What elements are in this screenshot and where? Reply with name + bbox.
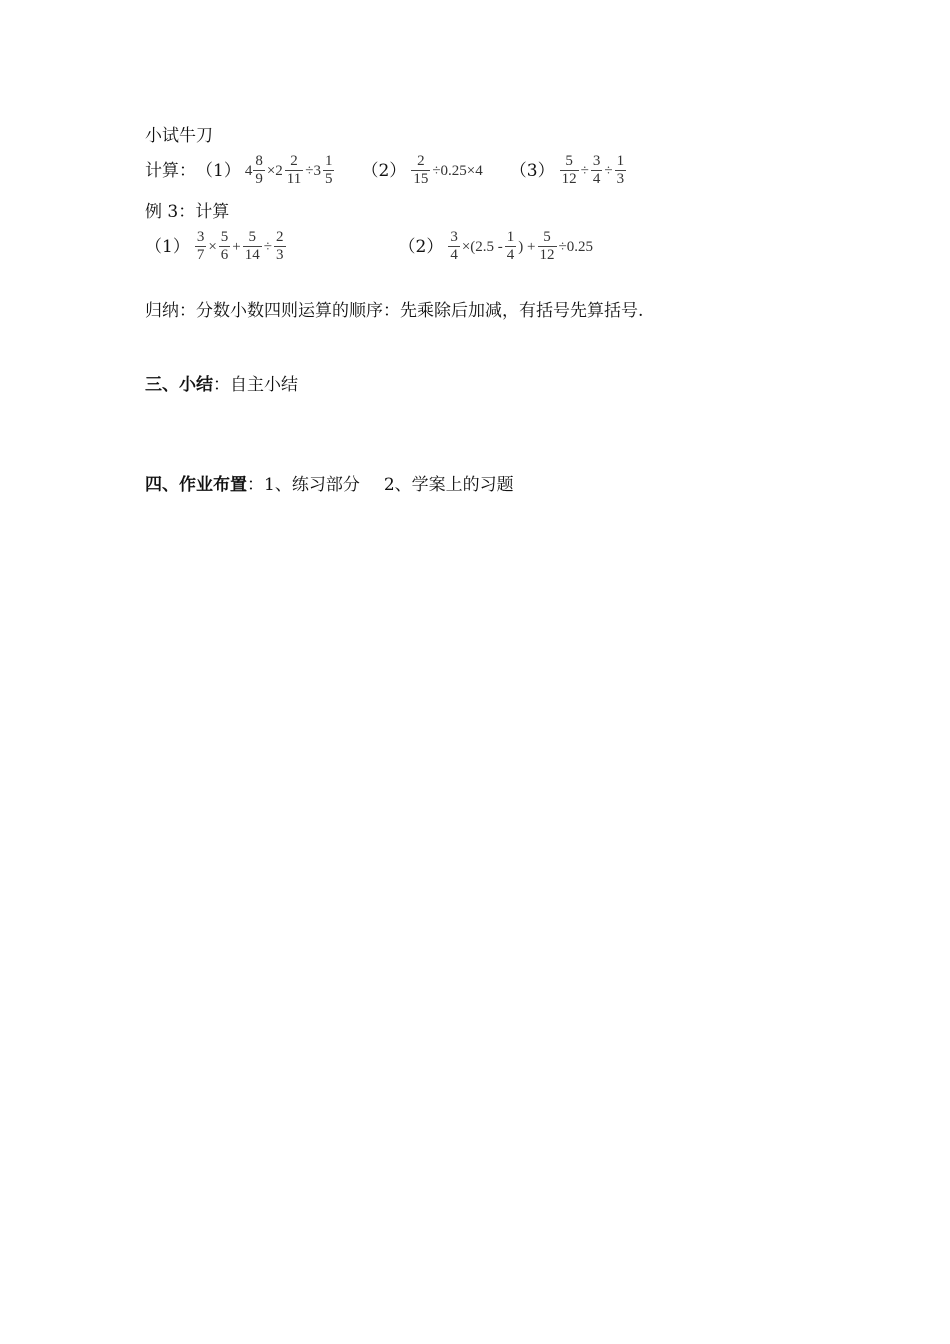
calc-line xyxy=(145,153,627,188)
heading-try-text: 小试牛刀 xyxy=(145,126,213,146)
operator: ÷ xyxy=(263,238,272,255)
fraction: $\frac{5}{6}$ xyxy=(220,229,229,263)
example3-heading xyxy=(145,201,229,223)
section4 xyxy=(145,474,514,496)
fraction: $\frac{1}{3}$ xyxy=(616,153,625,187)
fraction: $\frac{2}{11}$ xyxy=(286,153,302,187)
operator: ÷0.25×4 xyxy=(432,162,483,179)
fraction: $\frac{3}{7}$ xyxy=(196,229,205,263)
example3-p1-label: （1） xyxy=(145,236,190,257)
operator: ×(2.5 - xyxy=(461,238,503,255)
fraction: $\frac{2}{15}$ xyxy=(413,153,429,187)
example3-p2-label: （2） xyxy=(398,236,444,257)
operator: ÷0.25 xyxy=(558,238,593,255)
operator: ÷ xyxy=(580,162,589,179)
section3-sep: ： xyxy=(213,375,230,395)
section4-item1: 1、练习部分 xyxy=(264,475,360,495)
operator: + xyxy=(232,238,241,255)
fraction: $\frac{8}{9}$ xyxy=(255,153,263,187)
section4-item2: 2、学案上的习题 xyxy=(383,475,514,495)
section3 xyxy=(145,374,298,396)
calc-p2-label: （2） xyxy=(361,160,407,181)
fraction: $\frac{3}{4}$ xyxy=(450,229,458,263)
operator: ) + xyxy=(518,238,536,255)
calc-p1-whole: 4 xyxy=(244,162,253,179)
fraction: $\frac{5}{14}$ xyxy=(244,229,260,263)
fraction: $\frac{5}{12}$ xyxy=(561,153,577,187)
section3-title: 三、小结 xyxy=(145,375,213,395)
calc-label: 计算： xyxy=(145,160,196,181)
example3-line xyxy=(145,229,594,264)
summary-rule-text: 归纳：分数小数四则运算的顺序：先乘除后加减，有括号先算括号. xyxy=(145,301,644,321)
operator: × xyxy=(208,238,217,255)
section4-title: 四、作业布置 xyxy=(145,475,247,495)
calc-p1-label: （1） xyxy=(196,160,241,181)
operator: ÷ xyxy=(604,162,613,179)
section3-text: 自主小结 xyxy=(230,375,298,395)
operator: ÷3 xyxy=(305,162,321,179)
example3-label: 例 3：计算 xyxy=(145,202,230,222)
fraction: $\frac{5}{12}$ xyxy=(539,229,555,263)
fraction: $\frac{2}{3}$ xyxy=(276,229,284,263)
operator: ×2 xyxy=(266,162,283,179)
fraction: $\frac{1}{4}$ xyxy=(506,229,515,263)
heading-try xyxy=(145,125,213,147)
fraction: $\frac{1}{5}$ xyxy=(324,153,333,187)
section4-sep: ： xyxy=(247,475,264,495)
calc-p3-label: （3） xyxy=(509,160,555,181)
summary-rule xyxy=(145,300,643,322)
fraction: $\frac{3}{4}$ xyxy=(592,153,601,187)
